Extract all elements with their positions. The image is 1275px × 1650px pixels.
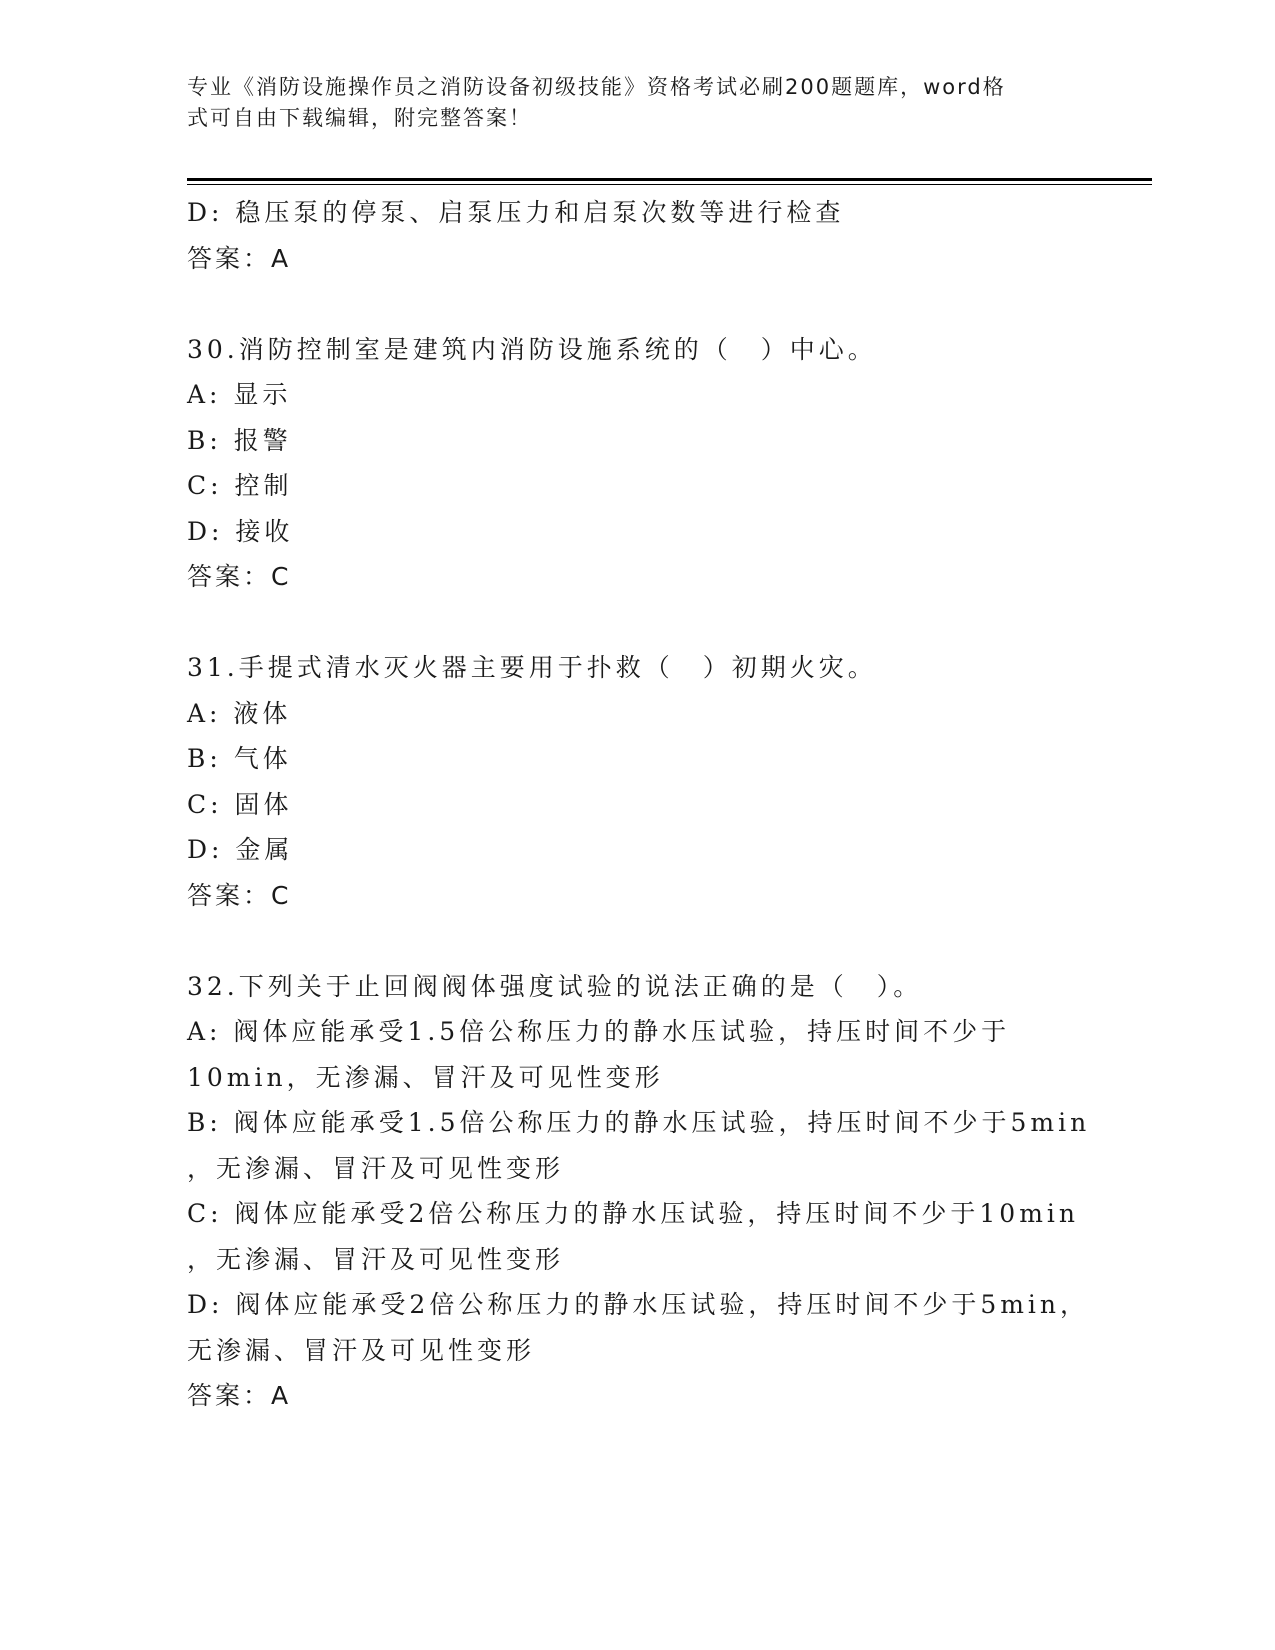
- option-a: A: 显示: [187, 380, 292, 409]
- option-d: D: 金属: [187, 835, 294, 864]
- option-b-line-2: ，无渗漏、冒汗及可见性变形: [187, 1153, 565, 1183]
- question-32: [187, 964, 1091, 1419]
- header-line-2: 式可自由下载编辑，附完整答案！: [187, 106, 532, 130]
- option-c-line-2: ，无渗漏、冒汗及可见性变形: [187, 1244, 565, 1274]
- spacer: [187, 600, 1087, 646]
- header-line-1: 专业《消防设施操作员之消防设备初级技能》资格考试必刷200题题库，word格: [187, 75, 1006, 99]
- option-c: C: 控制: [187, 471, 293, 500]
- question-31: [187, 645, 1087, 918]
- question-stem: 32.下列关于止回阀阀体强度试验的说法正确的是（ ）。: [187, 971, 923, 1001]
- option-d-line-1: D: 阀体应能承受2倍公称压力的静水压试验，持压时间不少于5min，: [187, 1290, 1090, 1319]
- option-b: B: 气体: [187, 744, 292, 773]
- document-header: [187, 72, 1087, 134]
- option-a-line-1: A: 阀体应能承受1.5倍公称压力的静水压试验，持压时间不少于: [187, 1017, 1011, 1046]
- header-divider-thick: [187, 178, 1152, 181]
- answer: 答案：C: [187, 880, 292, 910]
- question-content: [187, 190, 1091, 1419]
- option-d: D: 接收: [187, 516, 294, 546]
- spacer: [187, 918, 1087, 964]
- answer: 答案：A: [187, 1381, 292, 1410]
- prev-question-option-d: D: 稳压泵的停泵、启泵压力和启泵次数等进行检查: [187, 198, 845, 227]
- option-c-line-1: C: 阀体应能承受2倍公称压力的静水压试验，持压时间不少于10min: [187, 1199, 1080, 1228]
- question-30: [187, 327, 1087, 600]
- prev-question-answer: 答案：A: [187, 243, 292, 273]
- question-stem: 31.手提式清水灭火器主要用于扑救（ ）初期火灾。: [187, 653, 877, 682]
- question-stem: 30.消防控制室是建筑内消防设施系统的（ ）中心。: [187, 334, 877, 364]
- option-d-line-2: 无渗漏、冒汗及可见性变形: [187, 1335, 536, 1365]
- option-c: C: 固体: [187, 789, 293, 819]
- header-divider-thin: [187, 184, 1152, 185]
- option-a-line-2: 10min，无渗漏、冒汗及可见性变形: [187, 1062, 664, 1092]
- option-b-line-1: B: 阀体应能承受1.5倍公称压力的静水压试验，持压时间不少于5min: [187, 1108, 1091, 1137]
- option-b: B: 报警: [187, 425, 292, 455]
- answer: 答案：C: [187, 562, 292, 591]
- spacer: [187, 281, 1087, 327]
- option-a: A: 液体: [187, 698, 292, 728]
